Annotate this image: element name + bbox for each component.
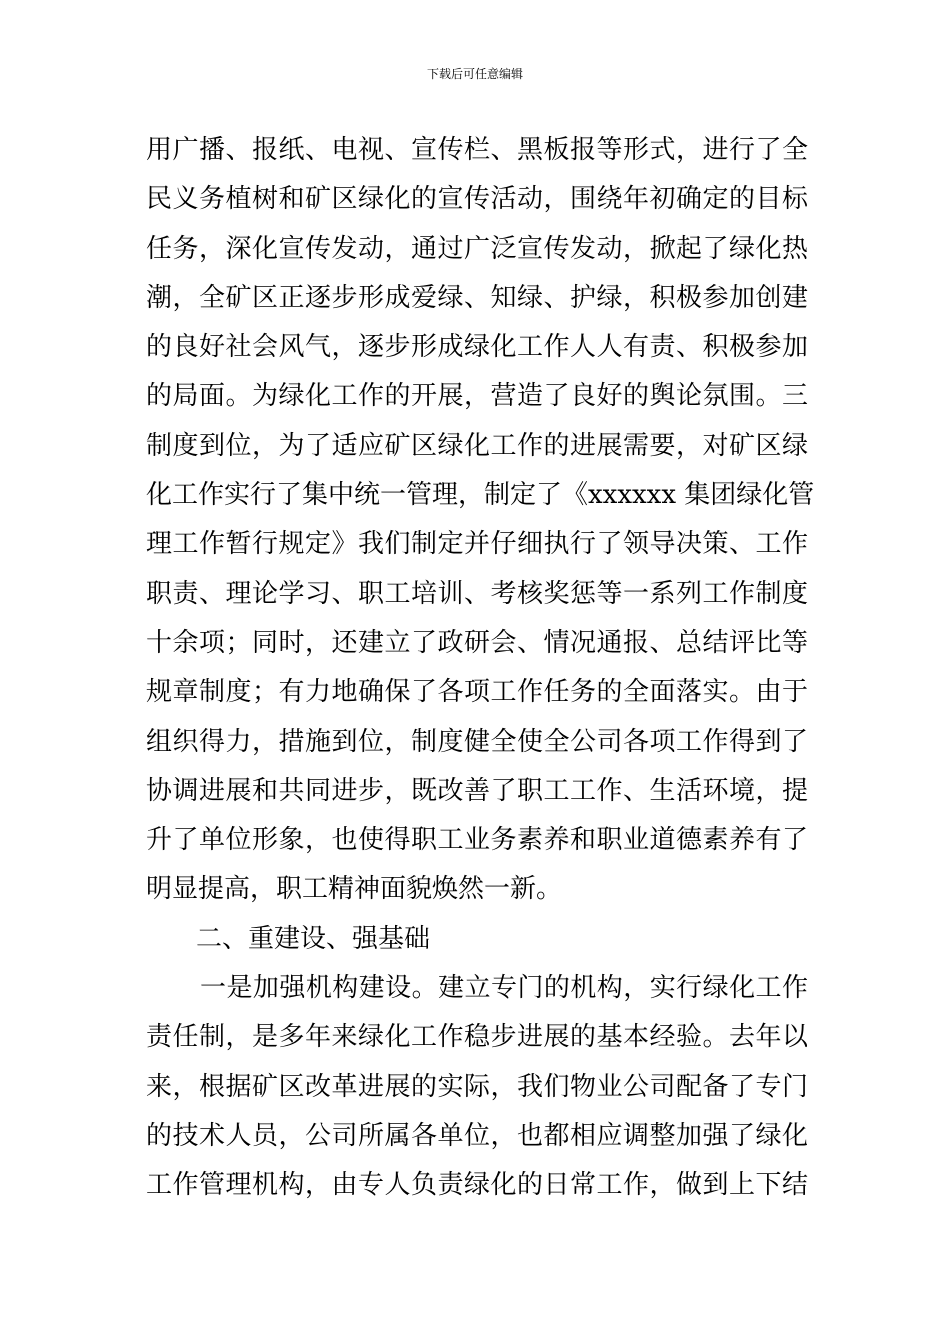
section-heading: 二、重建设、强基础 <box>196 923 431 954</box>
text-line: 潮，全矿区正逐步形成爱绿、知绿、护绿，积极参加创建 <box>146 282 808 313</box>
text-line: 用广播、报纸、电视、宣传栏、黑板报等形式，进行了全 <box>146 135 808 165</box>
text-line: 来，根据矿区改革进展的实际，我们物业公司配备了专门 <box>146 1071 808 1102</box>
text-line: 规章制度；有力地确保了各项工作任务的全面落实。由于 <box>146 677 808 708</box>
page-header: 下载后可任意编辑 <box>426 67 523 81</box>
text-line: 明显提高，职工精神面貌焕然一新。 <box>146 874 563 905</box>
text-line: 的局面。为绿化工作的开展，营造了良好的舆论氛围。三 <box>146 381 808 412</box>
text-line: 责任制，是多年来绿化工作稳步进展的基本经验。去年以 <box>146 1022 808 1053</box>
text-line: 升了单位形象，也使得职工业务素养和职业道德素养有了 <box>146 825 808 856</box>
text-line: 工作管理机构，由专人负责绿化的日常工作，做到上下结 <box>146 1170 808 1201</box>
text-line: 职责、理论学习、职工培训、考核奖惩等一系列工作制度 <box>146 578 808 609</box>
text-line: 民义务植树和矿区绿化的宣传活动，围绕年初确定的目标 <box>146 184 808 215</box>
text-line: 一是加强机构建设。建立专门的机构，实行绿化工作 <box>200 973 808 1004</box>
paragraph-2 <box>146 964 808 1210</box>
text-line: 理工作暂行规定》我们制定并仔细执行了领导决策、工作 <box>146 529 808 560</box>
text-line: 组织得力，措施到位，制度健全使全公司各项工作得到了 <box>146 726 808 757</box>
text-line: 制度到位，为了适应矿区绿化工作的进展需要，对矿区绿 <box>146 430 808 461</box>
paragraph-1 <box>146 126 815 915</box>
text-line: 协调进展和共同进步，既改善了职工工作、生活环境，提 <box>146 775 808 806</box>
text-line: 的良好社会风气，逐步形成绿化工作人人有责、积极参加 <box>146 332 808 363</box>
document-body <box>146 126 815 1211</box>
text-line: 的技术人员，公司所属各单位，也都相应调整加强了绿化 <box>146 1120 808 1151</box>
text-line: 化工作实行了集中统一管理，制定了《xxxxxx 集团绿化管 <box>146 480 815 511</box>
text-line: 任务，深化宣传发动，通过广泛宣传发动，掀起了绿化热 <box>146 233 808 264</box>
text-line: 十余项；同时，还建立了政研会、情况通报、总结评比等 <box>146 627 808 658</box>
